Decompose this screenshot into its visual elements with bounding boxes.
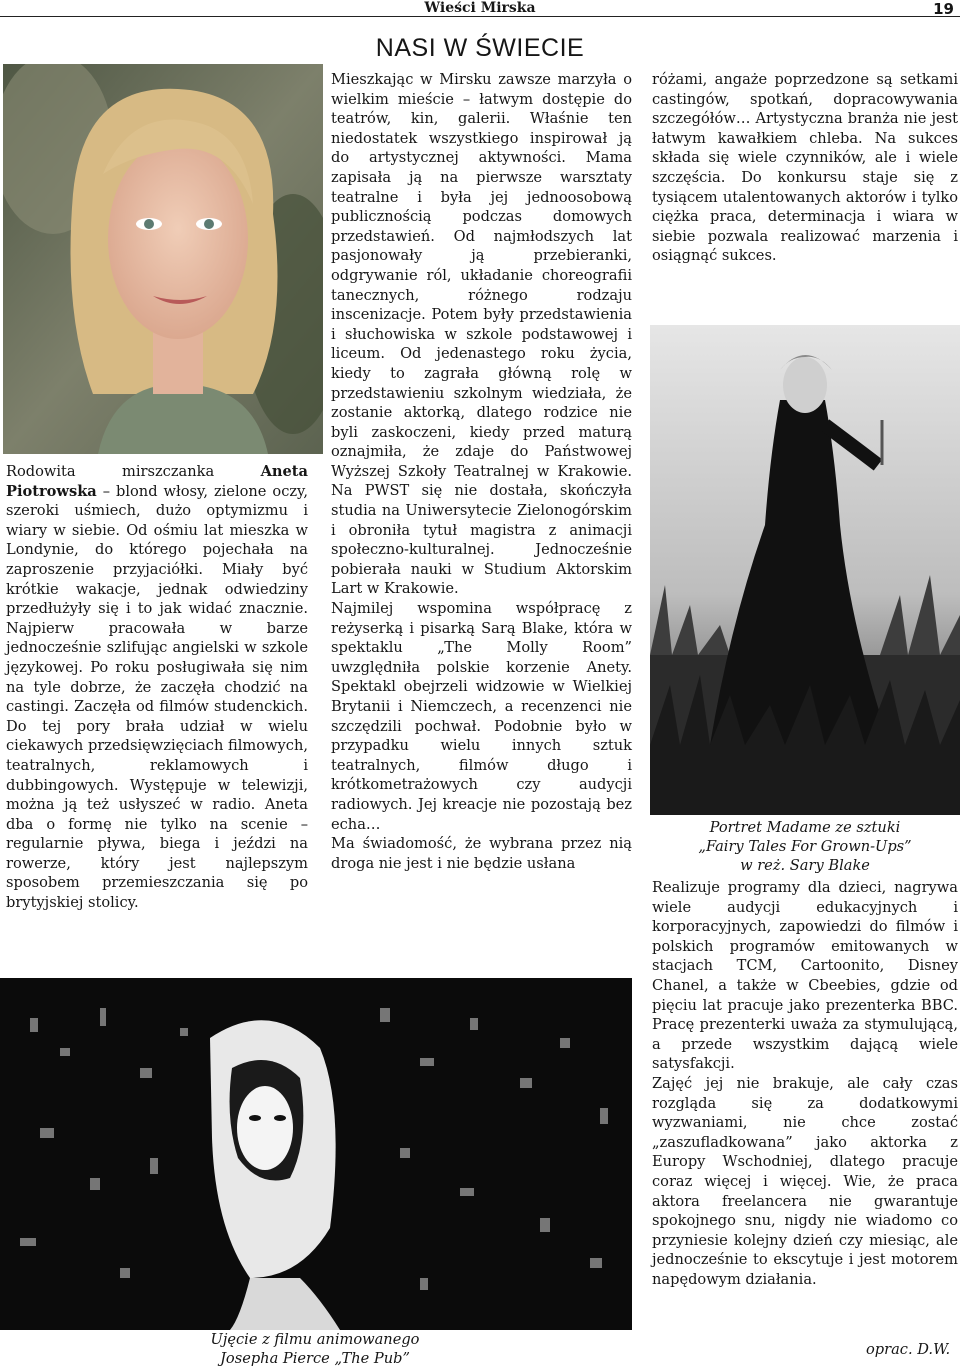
caption-line: Portret Madame ze sztuki xyxy=(709,819,901,836)
dress-image xyxy=(650,325,960,815)
page-header xyxy=(0,0,960,20)
article-column-2 xyxy=(331,70,632,873)
column-1-paragraph xyxy=(6,462,308,913)
column-1-body: – blond włosy, zielone oczy, szeroki uśmiech, dużo optymizmu i wiary w siebie. Od ośmiu lat mieszka w Londynie, do którego pojechała na zaproszenie przyjaciółki. Miały być krótkie wakacje, jednak odwiedziny przedłużyły się i to jak widać znacznie. Najpierw pracowała w barze jednocześnie szlifując angielski w szkole językowej. Po roku posługiwała się nim na tyle dobrze, że zaczęła chodzić na castingi. Zaczęła od filmów studenckich. Do tej pory brała udział w wielu ciekawych przedsięwzięciach filmowych, teatralnych, reklamowych i dubbingowych. Występuje w telewizji, można ją też usłyszeć w radio. Aneta dba o formę nie tylko na scenie – regularnie pływa, biega i jeździ na rowerze, który jest najlepszym sposobem przemieszczania się po brytyjskiej stolicy. xyxy=(6,482,308,912)
page-number: 19 xyxy=(933,0,954,18)
portrait-photo xyxy=(3,64,323,454)
author-credit: oprac. D.W. xyxy=(866,1341,951,1358)
film-still-caption xyxy=(150,1330,480,1368)
caption-line: w reż. Sary Blake xyxy=(740,857,870,874)
article-column-1 xyxy=(6,462,308,913)
dress-photo-caption xyxy=(652,818,958,875)
article-column-3-top xyxy=(652,70,958,266)
column-3-paragraph: Zajęć jej nie brakuje, ale cały czas rozgląda się za dodatkowymi wyzwaniami, nie chce zostać „zaszufladkowana” jako aktorka z Europy Wschodniej, dlatego pracuje coraz więcej i więcej. Wie, że praca aktora freelancera nie gwarantuje spokojnego snu, nigdy nie wiadomo co przyniesie kolejny dzień czy miesiąc, ale jednocześnie to ekscytuje i jest motorem napędowym działania. xyxy=(652,1074,958,1288)
article-column-3-bottom xyxy=(652,878,958,1289)
lead-text: Rodowita mirszczanka xyxy=(6,463,261,480)
caption-line: Ujęcie z filmu animowanego xyxy=(210,1331,420,1348)
header-rule xyxy=(0,16,960,17)
article-title: NASI W ŚWIECIE xyxy=(375,34,585,62)
publication-title: Wieści Mirska xyxy=(424,0,536,16)
column-3-paragraph: Realizuje programy dla dzieci, nagrywa wiele audycji edukacyjnych i korporacyjnych, zapowiedzi do filmów i polskich programów emitowanych w stacjach TCM, Cartoonito, Disney Chanel, a także w Cbeebies, gdzie od pięciu lat pracuje jako prezenterka BBC. Pracę prezenterki uważa za stymulującą, a przede wszystkim dającą wiele satysfakcji. xyxy=(652,879,958,1073)
film-still-image xyxy=(0,978,632,1330)
column-2-paragraph: Najmilej wspomina współpracę z reżyserką i pisarką Sarą Blake, która w spektaklu „The Molly Room” uwzględniła polskie korzenie Anety. Spektakl obejrzeli widzowie w Wielkiej Brytanii i Niemczech, a recenzenci nie szczędzili pochwał. Podobnie było w przypadku wielu innych sztuk teatralnych, filmów długo i krótkometrażowych czy audycji radiowych. Jej kreacje nie pozostają bez echa… xyxy=(331,600,632,833)
caption-line: Josepha Pierce „The Pub” xyxy=(220,1350,410,1367)
film-still xyxy=(0,978,632,1330)
column-2-paragraph: Mieszkając w Mirsku zawsze marzyła o wielkim mieście – łatwym dostępie do teatrów, kin, galerii. Właśnie ten niedostatek wszystkiego inspirował ją do artystycznej aktywności. Mama zapisała ją na pierwsze warsztaty teatralne i była jej jednoosobową publicznością podczas domowych przedstawień. Od najmłodszych lat pasjonowały ją przebieranki, odgrywanie ról, układanie choreografii tanecznych, różnego rodzaju inscenizacje. Potem były przedstawienia i słuchowiska w szkole podstawowej i liceum. Od jedenastego roku życia, kiedy to zagrała główną rolę w przedstawieniu szkolnym wiedziała, że zostanie aktorką, dlatego rodzice nie byli zaskoczeni, kiedy przed maturą oznajmiła, że zdaje do Państwowej Wyższej Szkoły Teatralnej w Krakowie. Na PWST się nie dostała, skończyła studia na Uniwersytecie Zielonogórskim i obroniła tytuł magistra z animacji społeczno-kulturalnej. Jednocześnie pobierała nauki w Studium Aktorskim Lart w Krakowie. xyxy=(331,71,632,598)
dress-photo xyxy=(650,325,960,815)
column-2-paragraph: Ma świadomość, że wybrana przez nią droga nie jest i nie będzie usłana xyxy=(331,835,632,872)
portrait-image xyxy=(3,64,323,454)
column-3-paragraph: różami, angaże poprzedzone są setkami castingów, spotkań, dopracowywania szczegółów… Artystyczna branża nie jest łatwym kawałkiem chleba. Na sukces składa się wiele czynników, ale i wiele szczęścia. Do konkursu staje się z tysiącem utalentowanych aktorów i tylko ciężka praca, determinacja i wiara w siebie pozwala realizować marzenia i osiągnąć sukces. xyxy=(652,71,958,265)
person-name: Aneta Piotrowska xyxy=(6,463,308,500)
caption-line: „Fairy Tales For Grown-Ups” xyxy=(698,838,912,855)
